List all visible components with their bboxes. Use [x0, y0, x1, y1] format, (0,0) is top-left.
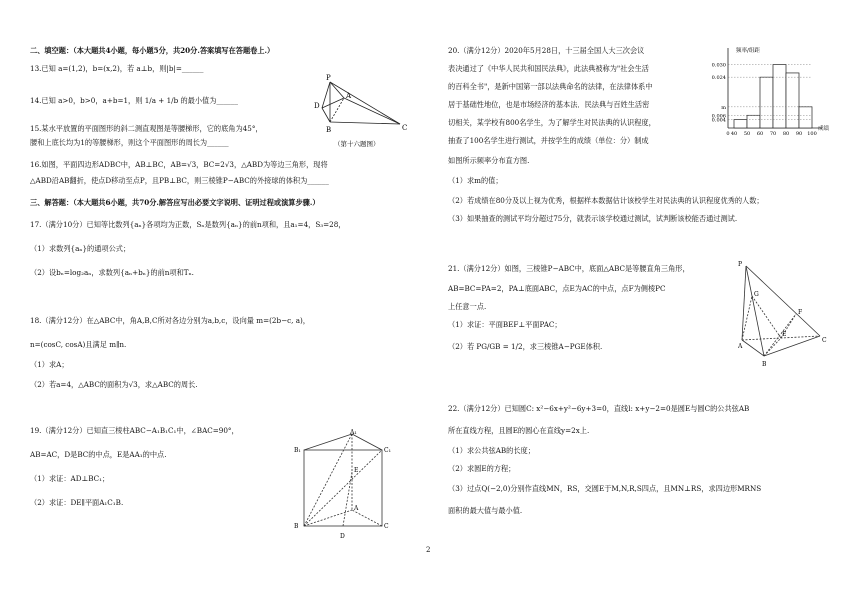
question-15-line1: 15.某水平放置的平面图形的斜二测直观图是等腰梯形，它的底角为45°，	[30, 124, 263, 133]
question-20-line2: 表决通过了《中华人民共和国民法典》，此法典被称为"社会生活	[448, 64, 649, 73]
fig16-label-c: C	[402, 124, 408, 132]
question-21-line1: 21.（满分12分）如图，三棱锥P−ABC中，底面△ABC是等腰直角三角形，	[448, 264, 690, 273]
question-19-part1: （1）求证：AD⊥BC₁；	[30, 474, 110, 483]
fig19-label-e: E	[354, 467, 359, 474]
histogram-x-axis-label: 成绩	[818, 126, 830, 132]
question-20-line6: 抽查了100名学生进行测试，并按学生的成绩（单位：分）制成	[448, 136, 649, 145]
question-21-part2: （2）若 PG/GB = 1/2，求三棱锥A−PGE体积.	[448, 342, 603, 351]
fig21-label-c: C	[822, 337, 827, 344]
frequency-histogram	[706, 42, 838, 148]
fig21-label-e: E	[782, 331, 787, 338]
question-18-line1: 18.（满分12分）在△ABC中，角A,B,C所对各边分别为a,b,c，设向量 m=(2b−c, a)，	[30, 316, 310, 325]
page-number: 2	[426, 546, 431, 554]
question-20-line7: 如图所示频率分布直方图.	[448, 156, 530, 165]
question-18-part2: （2）若a=4，△ABC的面积为√3，求△ABC的周长.	[30, 380, 198, 389]
histogram-bar	[734, 120, 747, 128]
question-22-part3: （3）过点Q(−2,0)分别作直线MN，RS，交圆E于M,N,R,S四点，且MN⊥RS，求四边形MRNS	[448, 484, 762, 493]
fig19-label-a1: A₁	[350, 429, 357, 436]
fig21-label-p: P	[738, 261, 743, 268]
question-20-line4: 居于基础性地位，也是市场经济的基本法．民法典与百姓生活密	[448, 100, 650, 109]
section2-title: 二、填空题：（本大题共4小题，每小题5分，共20分.答案填写在答题卷上.）	[30, 46, 275, 55]
fig19-label-c1: C₁	[384, 447, 391, 454]
question-19-part2: （2）求证：DE∥平面A₁C₁B.	[30, 498, 124, 507]
histogram-bar	[799, 107, 812, 128]
histogram-bar	[747, 115, 760, 128]
question-20-line3: 的百科全书"，是新中国第一部以法典命名的法律，在法律体系中	[448, 82, 653, 91]
histogram-x-tick-label: 80	[782, 131, 790, 137]
histogram-y-tick-label: 0.006	[711, 113, 726, 120]
question-21-line2: AB=BC=PA=2，PA⊥底面ABC，点E为AC的中点，点F为侧棱PC	[448, 284, 666, 293]
fig16-label-p: P	[326, 74, 331, 82]
histogram-x-tick-label: 0	[726, 131, 730, 137]
fig19-label-a: A	[354, 505, 359, 512]
histogram-y-axis-label: 频率/组距	[736, 48, 760, 54]
fig19-label-c: C	[384, 523, 389, 530]
question-20-line5: 切相关，某学校有800名学生，为了解学生对民法典的认识程度，	[448, 118, 656, 127]
fig19-label-d: D	[340, 533, 345, 540]
fig16-caption: （第十六题图）	[334, 140, 380, 148]
question-18-part1: （1）求A；	[30, 360, 69, 369]
histogram-x-tick-label: 100	[807, 131, 817, 137]
fig21-label-g: G	[754, 291, 759, 298]
histogram-bar	[773, 64, 786, 128]
question-22-part3-cont: 面积的最大值与最小值.	[448, 506, 523, 515]
fig16-label-d: D	[314, 102, 320, 110]
histogram-x-tick-label: 70	[769, 131, 777, 137]
question-20-part2: （2）若成绩在80分及以上视为优秀，根据样本数据估计该校学生对民法典的认识程度优秀的人数；	[448, 196, 764, 205]
question-22-line2: 所在直线方程，且圆E的圆心在直线y=2x上.	[448, 426, 590, 435]
histogram-bar	[786, 73, 799, 128]
question-17-part2: （2）设bₙ=log₂aₙ，求数列{aₙ+bₙ}的前n项和Tₙ.	[30, 268, 194, 277]
question-19-line1: 19.（满分12分）已知直三棱柱ABC−A₁B₁C₁中，∠BAC=90°，	[30, 426, 239, 435]
histogram-x-tick-label: 50	[743, 131, 751, 137]
question-21-line3: 上任意一点.	[448, 302, 487, 311]
figure-21	[738, 258, 833, 370]
question-16-line1: 16.如图，平面四边形ADBC中，AB⊥BC，AB=√3，BC=2√3，△ABD为等边三角形，现将	[30, 160, 328, 169]
histogram-bar	[760, 77, 773, 128]
figure-16	[310, 72, 420, 154]
histogram-x-tick-label: 40	[730, 131, 738, 137]
fig19-label-b1: B₁	[294, 447, 301, 454]
question-22-part2: （2）求圆E的方程；	[448, 464, 516, 473]
histogram-x-tick-label: 90	[795, 131, 803, 137]
question-15-line2: 腰和上底长均为1的等腰梯形，则这个平面图形的周长为______	[30, 138, 229, 147]
fig21-label-b: B	[762, 361, 767, 368]
histogram-x-tick-label: 60	[756, 131, 764, 137]
histogram-y-tick-label: 0.004	[711, 117, 726, 124]
figure-19	[292, 428, 402, 546]
question-20-line1: 20.（满分12分）2020年5月28日，十三届全国人大三次会议	[448, 46, 645, 55]
fig21-label-f: F	[798, 309, 803, 316]
question-13: 13.已知 a=(1,2)，b=(x,2)，若 a⊥b，则|b|=______	[30, 64, 204, 73]
fig19-label-b: B	[294, 523, 299, 530]
section3-title: 三、解答题：（本大题共6小题，共70分.解答应写出必要文字说明、证明过程或演算步骤.）	[30, 198, 320, 207]
question-16-line2: △ABD沿AB翻折，使点D移动至点P，且PB⊥BC，则三棱锥P−ABC的外接球的体积为______	[30, 176, 329, 185]
histogram-y-tick-label: 0.030	[711, 62, 726, 69]
histogram-y-tick-label: m	[721, 104, 726, 111]
question-20-part3: （3）如果抽查的测试平均分超过75分，就表示该学校通过测试，试判断该校能否通过测试.	[448, 214, 738, 223]
question-14: 14.已知 a>0，b>0，a+b=1，则 1/a + 1/b 的最小值为______	[30, 96, 238, 105]
question-22-part1: （1）求公共弦AB的长度；	[448, 446, 535, 455]
question-17-line1: 17.（满分10分）已知等比数列{aₙ}各项均为正数，Sₙ是数列{aₙ}的前n项和，且a₁=4，S₃=28，	[30, 220, 346, 229]
question-19-line2: AB=AC，D是BC的中点，E是AA₁的中点.	[30, 450, 167, 459]
fig16-label-b: B	[326, 126, 332, 134]
question-17-part1: （1）求数列{aₙ}的通项公式；	[30, 244, 131, 253]
question-18-line2: n=(cosC, cosA)且满足 m∥n.	[30, 340, 127, 349]
question-21-part1: （1）求证：平面BEF⊥平面PAC；	[448, 320, 562, 329]
fig16-label-a: A	[346, 92, 352, 100]
question-20-part1: （1）求m的值；	[448, 176, 503, 185]
question-22-line1: 22.（满分12分）已知圆C: x²−6x+y²−6y+3=0，直线l: x+y−2=0是圆E与圆C的公共弦AB	[448, 404, 750, 413]
fig21-label-a: A	[738, 343, 743, 350]
histogram-y-tick-label: 0.024	[711, 75, 726, 82]
